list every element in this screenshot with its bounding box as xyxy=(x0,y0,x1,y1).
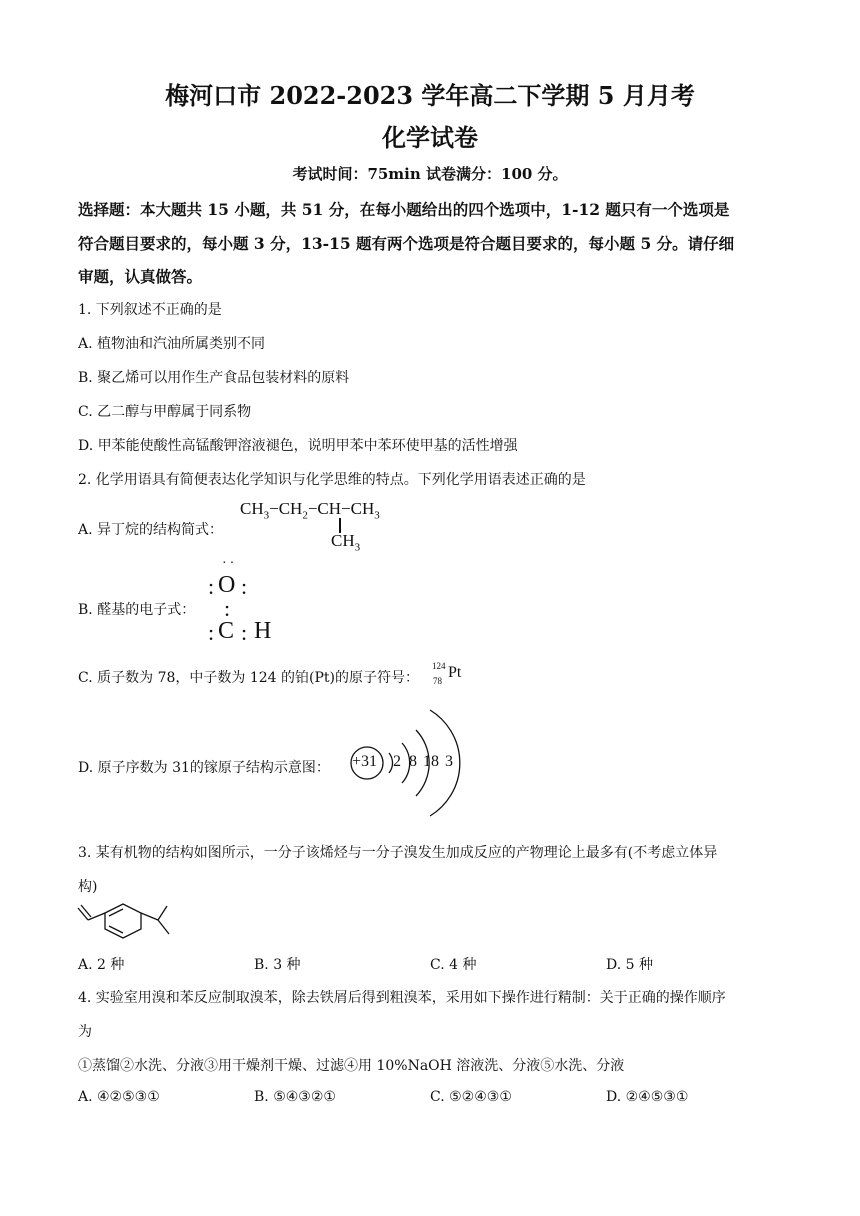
lone-pair-left-c: : xyxy=(208,620,215,645)
atom-o: O xyxy=(218,572,236,598)
exam-info: 考试时间：75min 试卷满分：100 分。 xyxy=(292,165,568,183)
isobutane-main-chain: $CH_3-CH_2-CH-CH_3$ xyxy=(240,499,380,522)
shell-1-count: 2 xyxy=(393,753,401,770)
q2-option-a: A. 异丁烷的结构简式： xyxy=(78,522,224,538)
q4-stem-line-1: 4. 实验室用溴和苯反应制取溴苯，除去铁屑后得到粗溴苯，采用如下操作进行精制：关于正确的操作顺序 xyxy=(78,990,726,1006)
organic-structure-figure xyxy=(76,900,186,942)
shared-pair-h: : xyxy=(241,620,248,645)
nucleus-charge: +31 xyxy=(352,753,378,770)
q3-option-c: C. 4 种 xyxy=(430,957,477,973)
q4-option-d: D. ②④⑤③① xyxy=(606,1089,689,1105)
aldehyde-electron-formula xyxy=(206,556,286,646)
q2-option-b: B. 醛基的电子式： xyxy=(78,602,196,618)
q1-option-a: A. 植物油和汽油所属类别不同 xyxy=(78,336,266,352)
q4-option-b: B. ⑤④③②① xyxy=(254,1089,336,1105)
shell-2-count: 8 xyxy=(409,753,417,770)
q2-option-c: C. 质子数为 78，中子数为 124 的铂(Pt)的原子符号： xyxy=(78,670,419,686)
q1-stem: 1. 下列叙述不正确的是 xyxy=(78,302,222,318)
q4-option-c: C. ⑤②④③① xyxy=(430,1089,512,1105)
q2-option-d: D. 原子序数为 31的镓原子结构示意图： xyxy=(78,760,330,776)
q4-option-a: A. ④②⑤③① xyxy=(78,1089,160,1105)
exam-title: 梅河口市 2022-2023 学年高二下学期 5 月月考 xyxy=(165,81,695,110)
q2-stem: 2. 化学用语具有简便表达化学知识与化学思维的特点。下列化学用语表述正确的是 xyxy=(78,472,586,488)
q1-option-c: C. 乙二醇与甲醇属于同系物 xyxy=(78,404,252,420)
shell-3-count: 18 xyxy=(423,753,439,770)
instruction-line-3: 审题，认真做答。 xyxy=(78,267,203,286)
q4-stem-line-2: 为 xyxy=(78,1024,92,1040)
isotope-mass-number: 124 xyxy=(432,661,446,671)
isobutane-branch: $CH_3$ xyxy=(331,531,361,554)
q1-option-d: D. 甲苯能使酸性高锰酸钾溶液褪色，说明甲苯中苯环使甲基的活性增强 xyxy=(78,438,518,454)
instruction-line-1: 选择题：本大题共 15 小题，共 51 分，在每小题给出的四个选项中，1-12 题只有一个选项是 xyxy=(78,200,730,219)
q3-stem-line-2: 构) xyxy=(78,879,98,895)
q3-option-d: D. 5 种 xyxy=(606,957,653,973)
q1-option-b: B. 聚乙烯可以用作生产食品包装材料的原料 xyxy=(78,370,350,386)
q3-option-b: B. 3 种 xyxy=(254,957,301,973)
lone-pair-top: ·· xyxy=(222,556,238,571)
skeletal-formula xyxy=(76,900,186,942)
atom-c: C xyxy=(218,618,235,644)
q3-stem-line-1: 3. 某有机物的结构如图所示，一分子该烯烃与一分子溴发生加成反应的产物理论上最多有(不考虑立体异 xyxy=(78,845,718,861)
lone-pair-right-o: : xyxy=(241,574,248,599)
isotope-symbol: Pt xyxy=(448,664,462,681)
atom-h: H xyxy=(254,618,272,644)
shared-pairs: : xyxy=(224,596,231,621)
lone-pair-left-o: : xyxy=(208,574,215,599)
shell-4-count: 3 xyxy=(445,753,453,770)
subject-title: 化学试卷 xyxy=(382,123,478,152)
instruction-line-2: 符合题目要求的，每小题 3 分，13-15 题有两个选项是符合题目要求的，每小题 5 分。请仔细 xyxy=(78,234,735,253)
gallium-atom-diagram xyxy=(345,706,475,821)
q3-option-a: A. 2 种 xyxy=(78,957,125,973)
q4-steps: ①蒸馏②水洗、分液③用干燥剂干燥、过滤④用 10%NaOH 溶液洗、分液⑤水洗、分液 xyxy=(78,1058,625,1074)
isotope-atomic-number: 78 xyxy=(433,676,442,686)
